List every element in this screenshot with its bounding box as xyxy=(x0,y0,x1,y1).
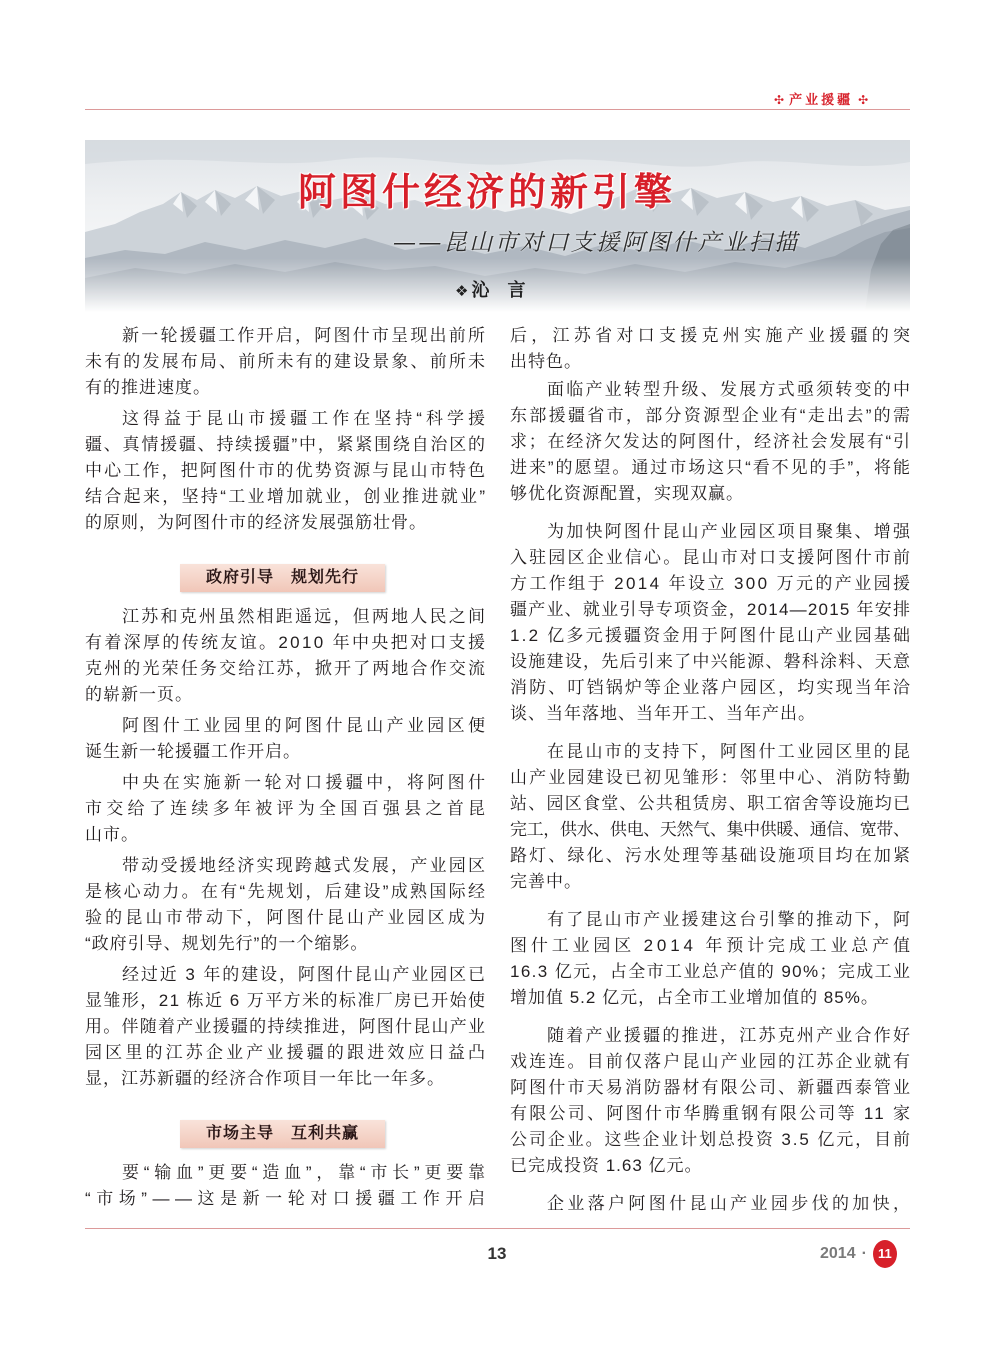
text-line: 求；在经济欠发达的阿图什，经济社会发展有“引 xyxy=(510,432,912,451)
section-heading: 政府引导 规划先行 xyxy=(180,564,385,592)
text-line: 完善中。 xyxy=(510,872,582,891)
author-name: 沁 言 xyxy=(471,280,526,300)
text-line: 后，江苏省对口支援克州实施产业援疆的突 xyxy=(510,326,915,345)
text-line: 东部援疆省市，部分资源型企业有“走出去”的需 xyxy=(510,406,913,425)
article-subtitle: ——昆山市对口支援阿图什产业扫描 xyxy=(393,230,800,256)
text-line: 16.3 亿元，占全市工业总产值的 90%；完成工业 xyxy=(510,962,912,981)
text-line: 是核心动力。在有“先规划，后建设”成熟国际经 xyxy=(85,882,488,901)
text-line: 的崭新一页。 xyxy=(85,685,193,704)
text-line: 有着深厚的传统友谊。2010 年中央把对口支援 xyxy=(85,633,488,652)
text-line: 未有的发展布局、前所未有的建设景象、前所未 xyxy=(85,352,488,371)
text-line: 增加值 5.2 亿元，占全市工业增加值的 85%。 xyxy=(510,988,879,1007)
text-line: 有了昆山市产业援建这台引擎的推动下，阿 xyxy=(547,910,913,929)
left-column xyxy=(85,323,491,1212)
text-line: 用。伴随着产业援疆的持续推进，阿图什昆山产业 xyxy=(85,1017,487,1036)
paragraph xyxy=(510,739,913,895)
paragraph xyxy=(85,770,490,848)
issue-number-badge: 11 xyxy=(873,1240,897,1268)
four-petal-ornament-icon xyxy=(858,91,868,109)
text-line: 显雏形，21 栋近 6 万平方米的标准厂房已开始使 xyxy=(85,991,487,1010)
diamond-ornament-icon xyxy=(455,279,468,302)
paragraph xyxy=(510,377,913,507)
text-line: 经过近 3 年的建设，阿图什昆山产业园区已 xyxy=(122,965,487,984)
paragraph xyxy=(510,1023,913,1179)
paragraph xyxy=(510,1191,914,1217)
article-title: 阿图什经济的新引擎 xyxy=(298,172,677,214)
paragraph xyxy=(85,406,490,536)
paragraph xyxy=(510,323,915,375)
text-line: 设施建设，先后引来了中兴能源、磐科涂料、天意 xyxy=(510,652,912,671)
section-heading: 市场主导 互利共赢 xyxy=(180,1120,385,1148)
text-line: 有限公司、阿图什市华腾重钢有限公司等 11 家 xyxy=(510,1104,913,1123)
text-line: 疆产业、就业引导专项资金，2014—2015 年安排 xyxy=(510,600,912,619)
paragraph xyxy=(85,604,488,708)
text-line: 企业落户阿图什昆山产业园步伐的加快， xyxy=(547,1194,914,1213)
text-line: 江苏和克州虽然相距遥远，但两地人民之间 xyxy=(122,607,488,626)
text-line: 方工作组于 2014 年设立 300 万元的产业园援 xyxy=(510,574,913,593)
text-line: 随着产业援疆的推进，江苏克州产业合作好 xyxy=(547,1026,913,1045)
author-byline xyxy=(455,279,525,301)
text-line: 完工，供水、供电、天然气、集中供暖、通信、宽带、 xyxy=(510,820,910,839)
right-column xyxy=(510,323,915,1217)
text-line: 阿图什市天易消防器材有限公司、新疆西泰管业 xyxy=(510,1078,913,1097)
text-line: 克州的光荣任务交给江苏，掀开了两地合作交流 xyxy=(85,659,488,678)
issue-separator: · xyxy=(861,1245,867,1262)
text-line: 已完成投资 1.63 亿元。 xyxy=(510,1156,703,1175)
text-line: 够优化资源配置，实现双赢。 xyxy=(510,484,744,503)
text-line: 中心工作，把阿图什市的优势资源与昆山市特色 xyxy=(85,461,488,480)
text-line: 进来”的愿望。通过市场这只“看不见的手”，将能 xyxy=(510,458,912,477)
text-line: 入驻园区企业信心。昆山市对口支援阿图什市前 xyxy=(510,548,913,567)
text-line: 公司企业。这些企业计划总投资 3.5 亿元，目前 xyxy=(510,1130,912,1149)
text-line: 谈、当年落地、当年开工、当年产出。 xyxy=(510,704,816,723)
text-line: 阿图什工业园里的阿图什昆山产业园区便 xyxy=(122,716,489,735)
text-line: 要“输血”更要“造血”，靠“市长”更要靠 xyxy=(122,1163,490,1182)
paragraph xyxy=(510,519,913,727)
text-line: 结合起来，坚持“工业增加就业，创业推进就业” xyxy=(85,487,488,506)
text-line: 站、园区食堂、公共租赁房、职工宿舍等设施均已 xyxy=(510,794,912,813)
paragraph xyxy=(85,962,489,1092)
issue-label xyxy=(820,1240,897,1268)
text-line: 市交给了连续多年被评为全国百强县之首昆 xyxy=(85,799,490,818)
text-line: 路灯、绿化、污水处理等基础设施项目均在加紧 xyxy=(510,846,913,865)
text-line: 山产业园建设已初见雏形：邻里中心、消防特勤 xyxy=(510,768,913,787)
text-line: 这得益于昆山市援疆工作在坚持“科学援 xyxy=(122,409,490,428)
text-line: 山市。 xyxy=(85,825,139,844)
text-line: 带动受援地经济实现跨越式发展，产业园区 xyxy=(122,856,488,875)
text-line: 有的推进速度。 xyxy=(85,378,211,397)
text-line: 显，江苏新疆的经济合作项目一年比一年多。 xyxy=(85,1069,445,1088)
text-line: 图什工业园区 2014 年预计完成工业总产值 xyxy=(510,936,914,955)
section-tag xyxy=(774,91,868,109)
text-line: 验的昆山市带动下，阿图什昆山产业园区成为 xyxy=(85,908,489,927)
text-line: 出特色。 xyxy=(510,352,582,371)
text-line: 诞生新一轮援疆工作开启。 xyxy=(85,742,301,761)
text-line: 新一轮援疆工作开启，阿图什市呈现出前所 xyxy=(122,326,488,345)
text-line: 1.2 亿多元援疆资金用于阿图什昆山产业园基础 xyxy=(510,626,913,645)
text-line: 消防、叮铛锅炉等企业落户园区，均实现当年洽 xyxy=(510,678,913,697)
text-line: 的原则，为阿图什市的经济发展强筋壮骨。 xyxy=(85,513,427,532)
text-line: 园区里的江苏企业产业援疆的跟进效应日益凸 xyxy=(85,1043,489,1062)
text-line: “政府引导、规划先行”的一个缩影。 xyxy=(85,934,369,953)
text-line: 在昆山市的支持下，阿图什工业园区里的昆 xyxy=(547,742,913,761)
text-line: 为加快阿图什昆山产业园区项目聚集、增强 xyxy=(547,522,913,541)
four-petal-ornament-icon xyxy=(774,91,784,109)
text-line: 中央在实施新一轮对口援疆中，将阿图什 xyxy=(122,773,489,792)
text-line: “市场”——这是新一轮对口援疆工作开启 xyxy=(85,1189,491,1208)
paragraph xyxy=(85,853,489,957)
paragraph xyxy=(85,1160,491,1212)
header-rule xyxy=(85,109,910,110)
paragraph xyxy=(85,323,488,401)
footer-rule xyxy=(85,1228,910,1229)
text-line: 面临产业转型升级、发展方式亟须转变的中 xyxy=(547,380,913,399)
text-line: 戏连连。目前仅落户昆山产业园的江苏企业就有 xyxy=(510,1052,913,1071)
text-line: 疆、真情援疆、持续援疆”中，紧紧围绕自治区的 xyxy=(85,435,487,454)
page-number: 13 xyxy=(487,1244,507,1263)
paragraph xyxy=(85,713,489,765)
section-tag-label: 产业援疆 xyxy=(789,92,854,107)
issue-year: 2014 xyxy=(820,1245,856,1262)
paragraph xyxy=(510,907,914,1011)
